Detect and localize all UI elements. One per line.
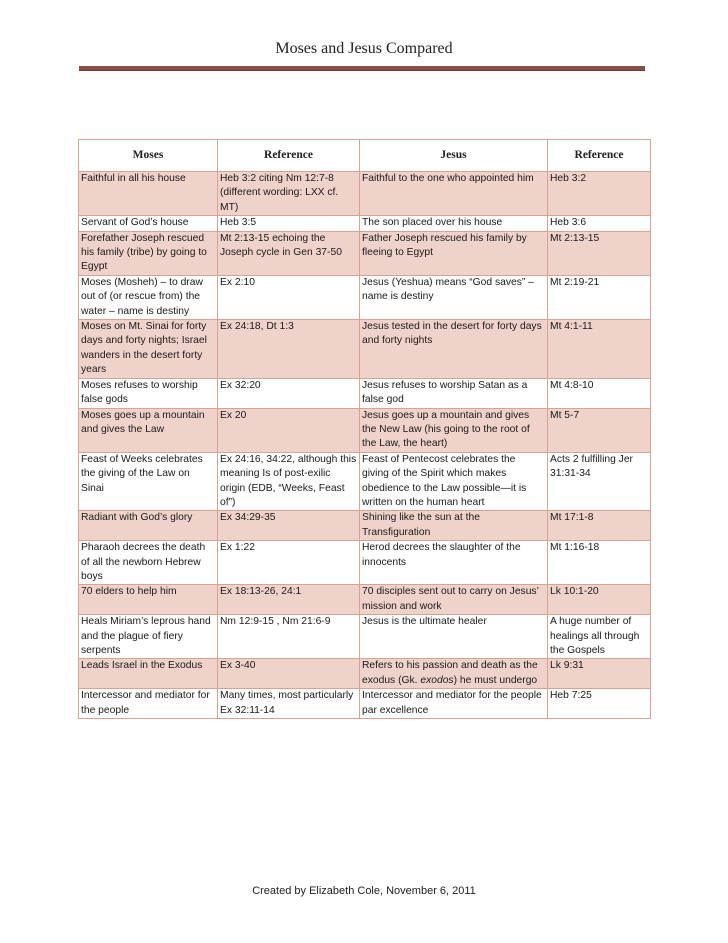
jesus-cell: Jesus is the ultimate healer bbox=[360, 615, 548, 659]
header-jesus: Jesus bbox=[360, 140, 548, 172]
moses-cell: Moses goes up a mountain and gives the Law bbox=[79, 408, 218, 452]
moses-cell: Forefather Joseph rescued his family (tribe) by going to Egypt bbox=[79, 231, 218, 275]
table-row bbox=[79, 172, 651, 216]
jesus-cell: Shining like the sun at the Transfiguration bbox=[360, 511, 548, 541]
table-row bbox=[79, 615, 651, 659]
table-row bbox=[79, 511, 651, 541]
moses-reference-cell: Ex 2:10 bbox=[218, 275, 360, 319]
moses-cell: Radiant with God’s glory bbox=[79, 511, 218, 541]
moses-reference-cell: Ex 32:20 bbox=[218, 378, 360, 408]
moses-reference-cell: Nm 12:9-15 , Nm 21:6-9 bbox=[218, 615, 360, 659]
jesus-cell: Intercessor and mediator for the people par excellence bbox=[360, 689, 548, 719]
jesus-reference-cell: Mt 4:8-10 bbox=[548, 378, 651, 408]
jesus-cell: Jesus (Yeshua) means “God saves” – name is destiny bbox=[360, 275, 548, 319]
moses-reference-cell: Heb 3:2 citing Nm 12:7-8 (different wording: LXX cf. MT) bbox=[218, 172, 360, 216]
moses-reference-cell: Ex 3-40 bbox=[218, 659, 360, 689]
jesus-cell: Jesus refuses to worship Satan as a false god bbox=[360, 378, 548, 408]
moses-reference-cell: Ex 24:16, 34:22, although this meaning Is of post-exilic origin (EDB, “Weeks, Feast of”) bbox=[218, 452, 360, 511]
moses-reference-cell: Ex 24:18, Dt 1:3 bbox=[218, 320, 360, 379]
table-row bbox=[79, 689, 651, 719]
moses-cell: Moses (Mosheh) – to draw out of (or rescue from) the water – name is destiny bbox=[79, 275, 218, 319]
moses-cell: Leads Israel in the Exodus bbox=[79, 659, 218, 689]
jesus-reference-cell: Mt 2:19-21 bbox=[548, 275, 651, 319]
jesus-cell: Father Joseph rescued his family by fleeing to Egypt bbox=[360, 231, 548, 275]
moses-cell: Intercessor and mediator for the people bbox=[79, 689, 218, 719]
jesus-reference-cell: Acts 2 fulfilling Jer 31:31-34 bbox=[548, 452, 651, 511]
jesus-reference-cell: Heb 7:25 bbox=[548, 689, 651, 719]
header-reference: Reference bbox=[548, 140, 651, 172]
table-row bbox=[79, 585, 651, 615]
table-row bbox=[79, 659, 651, 689]
moses-cell: Pharaoh decrees the death of all the newborn Hebrew boys bbox=[79, 541, 218, 585]
moses-reference-cell: Ex 1:22 bbox=[218, 541, 360, 585]
moses-reference-cell: Ex 18:13-26, 24:1 bbox=[218, 585, 360, 615]
moses-reference-cell: Many times, most particularly Ex 32:11-14 bbox=[218, 689, 360, 719]
jesus-cell: Faithful to the one who appointed him bbox=[360, 172, 548, 216]
jesus-cell: Jesus goes up a mountain and gives the New Law (his going to the root of the Law, the heart) bbox=[360, 408, 548, 452]
table-row bbox=[79, 378, 651, 408]
moses-reference-cell: Ex 20 bbox=[218, 408, 360, 452]
moses-reference-cell: Heb 3:5 bbox=[218, 216, 360, 231]
moses-cell: 70 elders to help him bbox=[79, 585, 218, 615]
jesus-reference-cell: Mt 2:13-15 bbox=[548, 231, 651, 275]
jesus-reference-cell: Lk 10:1-20 bbox=[548, 585, 651, 615]
comparison-table bbox=[78, 139, 651, 719]
jesus-reference-cell: Lk 9:31 bbox=[548, 659, 651, 689]
jesus-reference-cell: Mt 17:1-8 bbox=[548, 511, 651, 541]
header-reference: Reference bbox=[218, 140, 360, 172]
jesus-cell: Feast of Pentecost celebrates the giving of the Spirit which makes obedience to the Law possible—it is written on the human heart bbox=[360, 452, 548, 511]
jesus-reference-cell: Heb 3:2 bbox=[548, 172, 651, 216]
table-row bbox=[79, 275, 651, 319]
moses-cell: Faithful in all his house bbox=[79, 172, 218, 216]
table-row bbox=[79, 216, 651, 231]
header-moses: Moses bbox=[79, 140, 218, 172]
moses-cell: Moses refuses to worship false gods bbox=[79, 378, 218, 408]
table-row bbox=[79, 408, 651, 452]
table-row bbox=[79, 231, 651, 275]
moses-reference-cell: Ex 34:29-35 bbox=[218, 511, 360, 541]
jesus-cell: The son placed over his house bbox=[360, 216, 548, 231]
table-row bbox=[79, 541, 651, 585]
jesus-cell: Refers to his passion and death as the exodus (Gk. exodos) he must undergo bbox=[360, 659, 548, 689]
jesus-cell: 70 disciples sent out to carry on Jesus’ mission and work bbox=[360, 585, 548, 615]
jesus-reference-cell: Mt 1:16-18 bbox=[548, 541, 651, 585]
title-rule bbox=[79, 66, 645, 71]
moses-cell: Servant of God’s house bbox=[79, 216, 218, 231]
moses-cell: Moses on Mt. Sinai for forty days and forty nights; Israel wanders in the desert forty years bbox=[79, 320, 218, 379]
table-row bbox=[79, 320, 651, 379]
jesus-reference-cell: Heb 3:6 bbox=[548, 216, 651, 231]
jesus-reference-cell: A huge number of healings all through the Gospels bbox=[548, 615, 651, 659]
jesus-reference-cell: Mt 5-7 bbox=[548, 408, 651, 452]
moses-reference-cell: Mt 2:13-15 echoing the Joseph cycle in Gen 37-50 bbox=[218, 231, 360, 275]
document-title: Moses and Jesus Compared bbox=[275, 40, 453, 57]
moses-cell: Heals Miriam’s leprous hand and the plague of fiery serpents bbox=[79, 615, 218, 659]
footer-credit: Created by Elizabeth Cole, November 6, 2011 bbox=[252, 885, 476, 897]
moses-cell: Feast of Weeks celebrates the giving of the Law on Sinai bbox=[79, 452, 218, 511]
jesus-reference-cell: Mt 4:1-11 bbox=[548, 320, 651, 379]
table-header-row bbox=[79, 140, 651, 172]
jesus-cell: Jesus tested in the desert for forty days and forty nights bbox=[360, 320, 548, 379]
table-row bbox=[79, 452, 651, 511]
jesus-cell: Herod decrees the slaughter of the innocents bbox=[360, 541, 548, 585]
